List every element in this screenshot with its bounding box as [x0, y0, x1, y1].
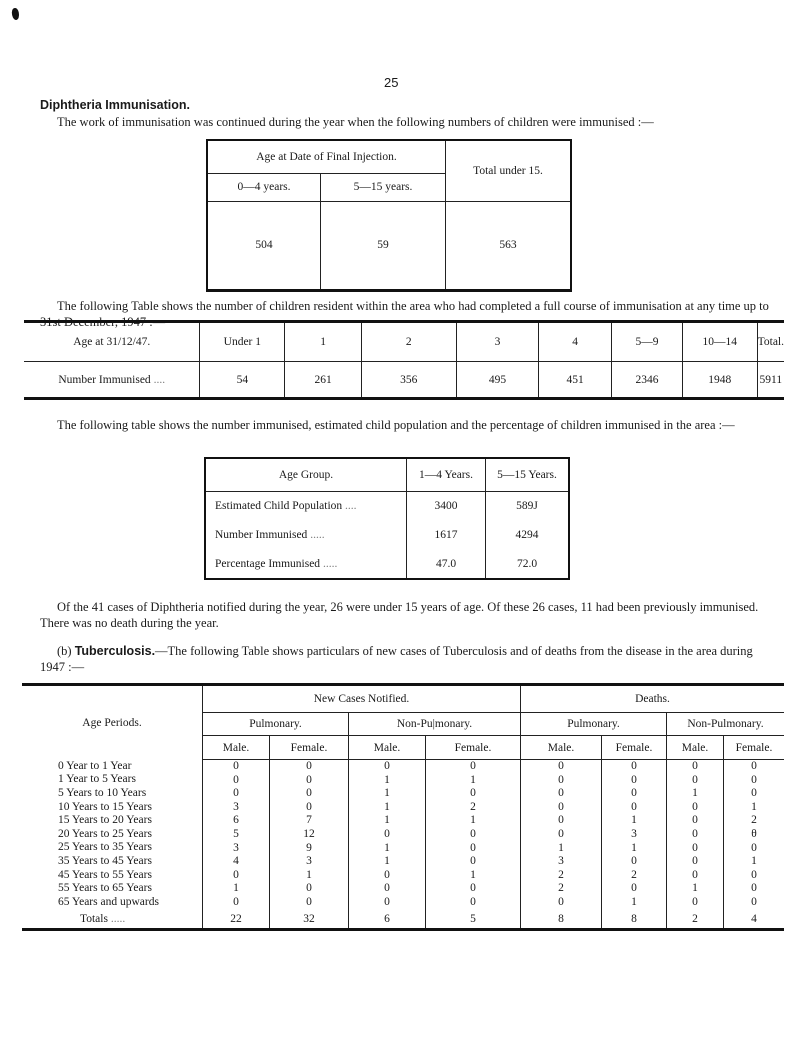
header-5-9: 5—9	[612, 322, 683, 362]
value-4: 451	[539, 362, 612, 399]
age-5-15-header: 5—15 years.	[321, 173, 446, 201]
tb-cell-value: 0	[470, 895, 476, 908]
tb-cell-value: 0	[558, 760, 564, 772]
tb-cell-value: 0	[631, 760, 637, 772]
tb-column	[349, 760, 426, 910]
tb-cell-value: 2	[470, 800, 476, 813]
tb-cell-value: 3	[306, 855, 312, 868]
value-under-1: 54	[200, 362, 285, 399]
tb-cell-value: 6	[233, 814, 239, 827]
tb-cell-value: 1	[384, 787, 390, 800]
tb-cell-value: 0	[692, 895, 698, 908]
tb-cell-value: 1	[751, 800, 757, 813]
population-table	[204, 457, 570, 580]
value-5-9: 2346	[612, 362, 683, 399]
tb-cell-value: 0	[233, 787, 239, 800]
tuberculosis-text: —The following Table shows particulars of new cases of Tuberculosis and of deaths from the disease in the area during 1947 :—	[40, 644, 753, 674]
tb-cell-value: 0	[306, 760, 312, 772]
tb-cell-value: 0	[692, 760, 698, 772]
tb-cell-value: 0	[233, 868, 239, 881]
full-course-table	[24, 320, 784, 400]
estimated-population-5-15: 589J	[486, 491, 570, 521]
new-non-pulmonary-header: Non-Pu|monary.	[349, 713, 521, 736]
header-4: 4	[539, 322, 612, 362]
tb-cell-value: 0	[384, 895, 390, 908]
tb-cell-value: 0	[470, 882, 476, 895]
percentage-immunised-1-4: 47.0	[407, 549, 486, 579]
tb-cell-value: 0	[558, 814, 564, 827]
tb-cell-value: 1	[751, 855, 757, 868]
tb-cell-value: 0	[233, 773, 239, 786]
tb-cell-value: 3	[233, 800, 239, 813]
tb-cell-value: 1	[692, 882, 698, 895]
tb-cell-value: 12	[303, 827, 315, 840]
tuberculosis-heading: Tuberculosis.	[74, 644, 156, 658]
tb-cell-value: 2	[751, 814, 757, 827]
tb-cell-value: 0	[470, 855, 476, 868]
number-immunised-row-label: Number Immunised .....	[215, 529, 325, 541]
tb-cell-value: 0	[306, 773, 312, 786]
tb-cell-value: 0	[751, 895, 757, 908]
years-1-4-header: 1—4 Years.	[407, 458, 486, 491]
final-injection-group-header: Age at Date of Final Injection.	[207, 140, 446, 173]
tb-cell-value: 1	[470, 814, 476, 827]
tb-cell-value: 3	[233, 841, 239, 854]
age-label: 65 Years and upwards	[58, 895, 159, 908]
cases-paragraph: Of the 41 cases of Diphtheria notified during the year, 26 were under 15 years of age. Of these 26 cases, 11 had been previously immunised. There was no death during the year.	[40, 600, 759, 630]
tb-cell-value: 0	[751, 882, 757, 895]
header-total: Total.	[757, 322, 784, 362]
tb-cell-value: 0	[631, 855, 637, 868]
tb-cell-value: 0	[558, 895, 564, 908]
tb-cell-value: 0	[384, 882, 390, 895]
tb-cell-value: 0	[692, 868, 698, 881]
tb-cell-value: θ	[751, 827, 757, 840]
percentage-immunised-5-15: 72.0	[486, 549, 570, 579]
age-0-4-header: 0—4 years.	[207, 173, 321, 201]
tb-cell-value: 2	[558, 882, 564, 895]
tb-cell-value: 0	[631, 882, 637, 895]
sex-header: Female.	[270, 736, 349, 760]
tb-cell-value: 1	[384, 855, 390, 868]
value-3: 495	[456, 362, 539, 399]
number-immunised-row-text: Number Immunised	[215, 529, 308, 541]
sex-header: Male.	[349, 736, 426, 760]
total-value: 5	[426, 910, 521, 930]
age-label: 10 Years to 15 Years	[58, 800, 152, 813]
full-course-paragraph: The following Table shows the number of children resident within the area who had completed a full course of immunisation at any time up to 31st December, 1947 :—	[40, 299, 769, 329]
age-label: 5 Years to 10 Years	[58, 786, 147, 799]
sex-header: Male.	[667, 736, 724, 760]
tb-cell-value: 1	[558, 841, 564, 854]
age-label: 45 Years to 55 Years	[58, 868, 152, 881]
tb-column	[602, 760, 667, 910]
value-1: 261	[285, 362, 362, 399]
tb-cell-value: 0	[631, 773, 637, 786]
tb-cell-value: 0	[384, 868, 390, 881]
totals-label: Totals	[80, 912, 108, 925]
intro-paragraph: The work of immunisation was continued during the year when the following numbers of children were immunised :—	[57, 115, 654, 129]
tb-cell-value: 1	[631, 814, 637, 827]
number-immunised-text: Number Immunised	[58, 373, 151, 386]
tb-cell-value: 5	[233, 827, 239, 840]
tb-cell-value: 0	[751, 760, 757, 772]
immunisation-heading: Diphtheria Immunisation.	[40, 98, 191, 112]
tb-cell-value: 0	[558, 827, 564, 840]
tb-cell-value: 0	[306, 787, 312, 800]
total-value: 32	[270, 910, 349, 930]
age-label: 0 Year to 1 Year	[58, 759, 132, 772]
tuberculosis-table	[22, 683, 784, 931]
age-label: 20 Years to 25 Years	[58, 827, 152, 840]
tb-cell-value: 3	[631, 827, 637, 840]
percentage-immunised-text: Percentage Immunised	[215, 557, 321, 570]
tb-label: (b)	[57, 644, 72, 658]
tb-cell-value: 0	[751, 841, 757, 854]
sex-header: Female.	[602, 736, 667, 760]
age-label: 55 Years to 65 Years	[58, 882, 152, 895]
tb-cell-value: 1	[384, 814, 390, 827]
tb-column	[203, 760, 270, 910]
tb-cell-value: 0	[692, 773, 698, 786]
tb-cell-value: 9	[306, 841, 312, 854]
tb-column	[426, 760, 521, 910]
tb-cell-value: 0	[384, 827, 390, 840]
age-labels-cell	[22, 760, 203, 910]
deaths-header: Deaths.	[521, 685, 785, 713]
deaths-non-pulmonary-header: Non-Pulmonary.	[667, 713, 785, 736]
tb-cell-value: 1	[233, 882, 239, 895]
age-5-15-value: 59	[321, 201, 446, 291]
header-under-1: Under 1	[200, 322, 285, 362]
tb-cell-value: 0	[751, 787, 757, 800]
new-pulmonary-header: Pulmonary.	[203, 713, 349, 736]
tb-cell-value: 0	[751, 868, 757, 881]
age-group-header: Age Group.	[205, 458, 407, 491]
tb-cell-value: 0	[470, 827, 476, 840]
tb-cell-value: 1	[692, 787, 698, 800]
years-5-15-header: 5—15 Years.	[486, 458, 570, 491]
tb-cell-value: 0	[470, 787, 476, 800]
tb-cell-value: 0	[558, 800, 564, 813]
total-value: 8	[602, 910, 667, 930]
tb-cell-value: 0	[692, 841, 698, 854]
age-label: 25 Years to 35 Years	[58, 841, 152, 854]
tb-column	[667, 760, 724, 910]
tb-cell-value: 0	[751, 773, 757, 786]
ink-blot	[11, 7, 20, 20]
header-1: 1	[285, 322, 362, 362]
total-value: 8	[521, 910, 602, 930]
tb-column	[521, 760, 602, 910]
tb-cell-value: 0	[692, 814, 698, 827]
total-under-15-header: Total under 15.	[446, 140, 572, 201]
total-value: 6	[349, 910, 426, 930]
tb-cell-value: 1	[306, 868, 312, 881]
tb-column	[724, 760, 785, 910]
new-cases-header: New Cases Notified.	[203, 685, 521, 713]
tb-cell-value: 0	[233, 895, 239, 908]
tb-cell-value: 1	[470, 868, 476, 881]
tuberculosis-paragraph	[40, 643, 770, 675]
age-label: 35 Years to 45 Years	[58, 854, 152, 867]
estimated-population-text: Estimated Child Population	[215, 500, 343, 513]
estimated-population-1-4: 3400	[407, 491, 486, 521]
final-injection-table	[206, 139, 572, 292]
header-3: 3	[456, 322, 539, 362]
tb-cell-value: 0	[384, 760, 390, 772]
page-number: 25	[384, 75, 399, 90]
percentage-immunised-label: Percentage Immunised .....	[215, 557, 338, 570]
tb-column	[270, 760, 349, 910]
population-paragraph: The following table shows the number immunised, estimated child population and the percentage of children immunised in the area :—	[57, 418, 735, 432]
tb-cell-value: 0	[692, 800, 698, 813]
total-value: 4	[724, 910, 785, 930]
tb-cell-value: 7	[306, 814, 312, 827]
tb-cell-value: 1	[631, 895, 637, 908]
tb-cell-value: 0	[692, 855, 698, 868]
sex-header: Male.	[203, 736, 270, 760]
tb-cell-value: 1	[384, 773, 390, 786]
number-immunised-label: Number Immunised ....	[58, 373, 166, 386]
tb-cell-value: 3	[558, 855, 564, 868]
tb-cell-value: 1	[384, 841, 390, 854]
tb-cell-value: 0	[306, 800, 312, 813]
sex-header: Male.	[521, 736, 602, 760]
tb-cell-value: 0	[306, 895, 312, 908]
number-immunised-1-4: 1617	[407, 521, 486, 549]
value-2: 356	[361, 362, 456, 399]
tb-cell-value: 2	[631, 868, 637, 881]
tb-cell-value: 1	[470, 773, 476, 786]
tb-cell-value: 4	[233, 855, 239, 868]
tb-cell-value: 0	[233, 760, 239, 772]
tb-cell-value: 0	[631, 800, 637, 813]
age-periods-header: Age Periods.	[82, 716, 142, 729]
tb-cell-value: 0	[558, 773, 564, 786]
tb-cell-value: 0	[470, 760, 476, 772]
tb-cell-value: 1	[384, 800, 390, 813]
total-value: 2	[667, 910, 724, 930]
header-10-14: 10—14	[682, 322, 757, 362]
estimated-population-label: Estimated Child Population ....	[215, 500, 357, 513]
deaths-pulmonary-header: Pulmonary.	[521, 713, 667, 736]
total-under-15-value: 563	[446, 201, 572, 291]
tb-cell-value: 0	[558, 787, 564, 800]
tb-cell-value: 0	[470, 841, 476, 854]
age-label: 15 Years to 20 Years	[58, 814, 152, 827]
tb-cell-value: 0	[692, 827, 698, 840]
value-total: 5911	[757, 362, 784, 399]
totals-label-cell: Totals .....	[80, 912, 126, 925]
age-0-4-value: 504	[255, 239, 273, 252]
age-header: Age at 31/12/47.	[24, 322, 200, 362]
sex-header: Female.	[426, 736, 521, 760]
tb-cell-value: 0	[631, 787, 637, 800]
tb-cell-value: 2	[558, 868, 564, 881]
number-immunised-5-15: 4294	[486, 521, 570, 549]
tb-cell-value: 1	[631, 841, 637, 854]
total-value: 22	[203, 910, 270, 930]
sex-header: Female.	[724, 736, 785, 760]
age-label: 1 Year to 5 Years	[58, 773, 136, 786]
header-2: 2	[361, 322, 456, 362]
value-10-14: 1948	[682, 362, 757, 399]
tb-cell-value: 0	[306, 882, 312, 895]
